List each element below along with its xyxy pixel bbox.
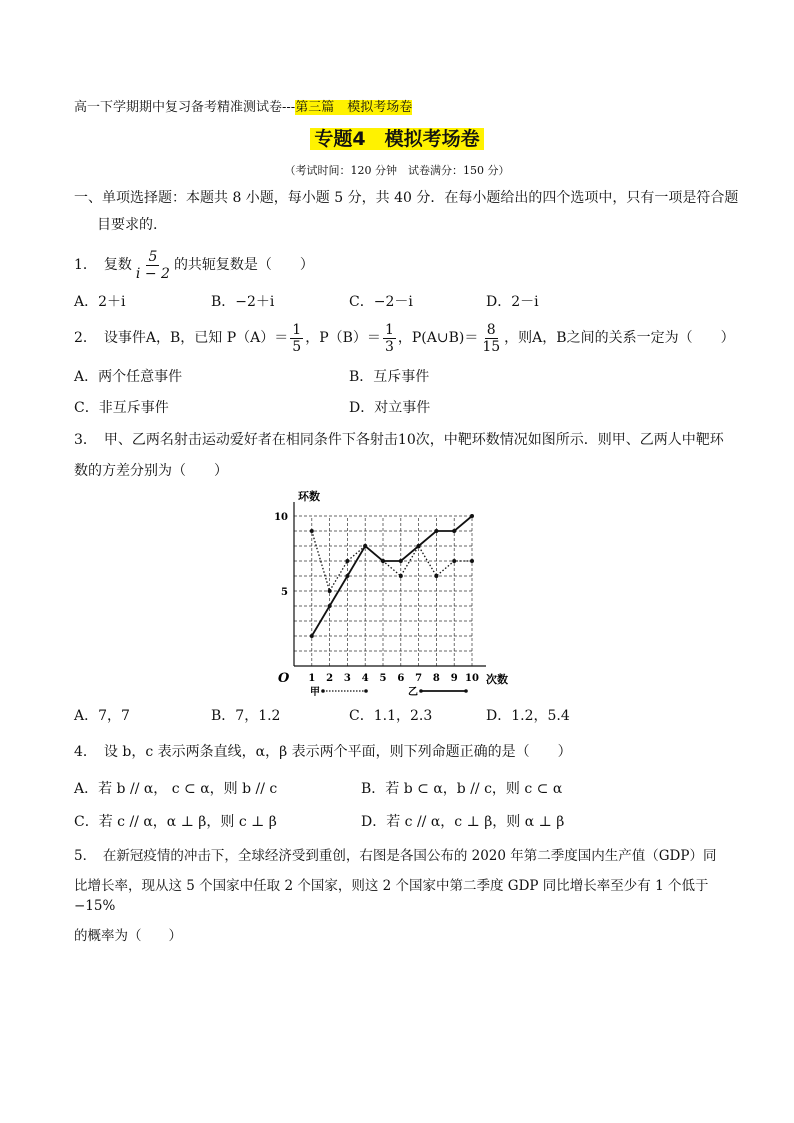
- data-point: [434, 574, 438, 578]
- x-tick-label: 10: [465, 673, 479, 684]
- x-tick-label: 5: [379, 673, 387, 684]
- question-1: [74, 246, 314, 284]
- header-prefix: 高一下学期期中复习备考精准测试卷---: [74, 100, 296, 115]
- question-2: [74, 318, 735, 358]
- q1-post: 的共轭复数是（ ）: [173, 257, 314, 273]
- data-point: [417, 544, 421, 548]
- q2-mid2: ，P(A∪B)＝: [397, 330, 479, 346]
- q1-option-b[interactable]: B．−2＋i: [211, 294, 275, 310]
- y-tick-label: 5: [281, 587, 288, 598]
- q2-f3-num: 8: [486, 321, 496, 338]
- q2-option-c[interactable]: C．非互斥事件: [74, 400, 169, 416]
- q1-option-c[interactable]: C．−2－i: [349, 294, 413, 310]
- legend-label: 甲: [310, 687, 320, 698]
- shooting-scores-chart: [270, 486, 530, 700]
- data-point: [470, 514, 474, 518]
- x-tick-label: 2: [326, 673, 334, 684]
- q2-option-b[interactable]: B．互斥事件: [349, 369, 430, 385]
- data-point: [328, 589, 332, 593]
- y-axis-label: 环数: [298, 490, 320, 503]
- q2-pre: 2． 设事件A，B，已知 P（A）＝: [74, 330, 289, 346]
- header-highlight: 第三篇 模拟考场卷: [295, 100, 413, 115]
- q1-option-a[interactable]: A．2＋i: [74, 294, 126, 310]
- section-line-2: 目要求的.: [97, 217, 158, 233]
- x-tick-label: 9: [450, 673, 458, 684]
- q2-mid1: ，P（B）＝: [305, 330, 381, 346]
- q2-f3-den: 15: [482, 338, 501, 355]
- legend-marker: [464, 689, 468, 693]
- data-point: [399, 574, 403, 578]
- data-point: [345, 574, 349, 578]
- legend-marker: [321, 689, 325, 693]
- data-point: [328, 604, 332, 608]
- data-point: [381, 559, 385, 563]
- q3-option-a[interactable]: A．7，7: [74, 708, 130, 724]
- q5-line-1: 5． 在新冠疫情的冲击下，全球经济受到重创，右图是各国公布的 2020 年第二季度国内生产值（GDP）同: [74, 848, 717, 864]
- q3-line-1: 3． 甲、乙两名射击运动爱好者在相同条件下各射击10次，中靶环数情况如图所示．则甲、乙两人中靶环: [74, 432, 724, 448]
- y-tick-label: 10: [274, 512, 288, 523]
- q5-line-2: 比增长率，现从这 5 个国家中任取 2 个国家，则这 2 个国家中第二季度 GDP 同比增长率至少有 1 个低于 −15%: [74, 878, 709, 914]
- q4-option-b[interactable]: B．若 b ⊂ α，b // c，则 c ⊂ α: [361, 781, 563, 797]
- q3-option-d[interactable]: D．1.2，5.4: [486, 708, 570, 724]
- q1-fraction: [134, 249, 172, 282]
- data-point: [310, 529, 314, 533]
- data-point: [452, 529, 456, 533]
- x-tick-label: 7: [415, 673, 423, 684]
- q3-option-c[interactable]: C．1.1，2.3: [349, 708, 433, 724]
- legend-marker: [419, 689, 423, 693]
- q5-line-3: 的概率为（ ）: [74, 928, 182, 944]
- x-tick-label: 4: [361, 673, 369, 684]
- title-row: [0, 124, 794, 151]
- q3-line-2: 数的方差分别为（ ）: [74, 463, 228, 479]
- doc-header: [74, 96, 412, 115]
- page-title: 专题4 模拟考场卷: [310, 128, 483, 150]
- q2-fraction-1: [290, 322, 303, 355]
- x-tick-label: 1: [308, 673, 316, 684]
- legend-marker: [364, 689, 368, 693]
- q4-option-a[interactable]: A．若 b // α， c ⊂ α，则 b // c: [74, 781, 278, 797]
- x-tick-label: 8: [432, 673, 440, 684]
- data-point: [434, 529, 438, 533]
- q1-frac-den: i − 2: [135, 265, 170, 282]
- q1-pre: 1． 复数: [74, 257, 132, 273]
- q2-option-a[interactable]: A．两个任意事件: [74, 369, 183, 385]
- question-5: [74, 846, 754, 946]
- data-point: [452, 559, 456, 563]
- section-heading: [74, 188, 754, 235]
- data-point: [310, 634, 314, 638]
- data-point: [470, 559, 474, 563]
- q2-post: ，则A，B之间的关系一定为（ ）: [504, 330, 735, 346]
- q2-fraction-3: [480, 322, 502, 355]
- section-line-1: 一、单项选择题：本题共 8 小题，每小题 5 分，共 40 分．在每小题给出的四个选项中，只有一项是符合题: [74, 190, 739, 206]
- q2-option-d[interactable]: D．对立事件: [349, 400, 431, 416]
- question-3: [74, 430, 754, 481]
- x-tick-label: 6: [397, 673, 405, 684]
- q2-fraction-2: [383, 322, 396, 355]
- q2-f2-num: 1: [384, 321, 394, 338]
- q4-option-c[interactable]: C．若 c // α，α ⊥ β，则 c ⊥ β: [74, 814, 277, 830]
- data-point: [363, 544, 367, 548]
- q3-option-b[interactable]: B．7，1.2: [211, 708, 281, 724]
- data-point: [399, 559, 403, 563]
- q2-f1-num: 1: [292, 321, 302, 338]
- q1-frac-num: 5: [148, 248, 158, 265]
- x-tick-label: 3: [343, 673, 351, 684]
- exam-info: （考试时间：120 分钟 试卷满分：150 分）: [284, 164, 510, 177]
- q4-option-d[interactable]: D．若 c // α，c ⊥ β，则 α ⊥ β: [361, 814, 565, 830]
- legend-label: 乙: [408, 687, 418, 698]
- data-point: [345, 559, 349, 563]
- question-4: 4． 设 b，c 表示两条直线，α，β 表示两个平面，则下列命题正确的是（ ）: [74, 744, 572, 760]
- x-axis-label: 次数: [486, 673, 508, 686]
- q2-f1-den: 5: [292, 338, 302, 355]
- q1-option-d[interactable]: D．2－i: [486, 294, 539, 310]
- q2-f2-den: 3: [384, 338, 394, 355]
- origin-label: O: [278, 671, 290, 686]
